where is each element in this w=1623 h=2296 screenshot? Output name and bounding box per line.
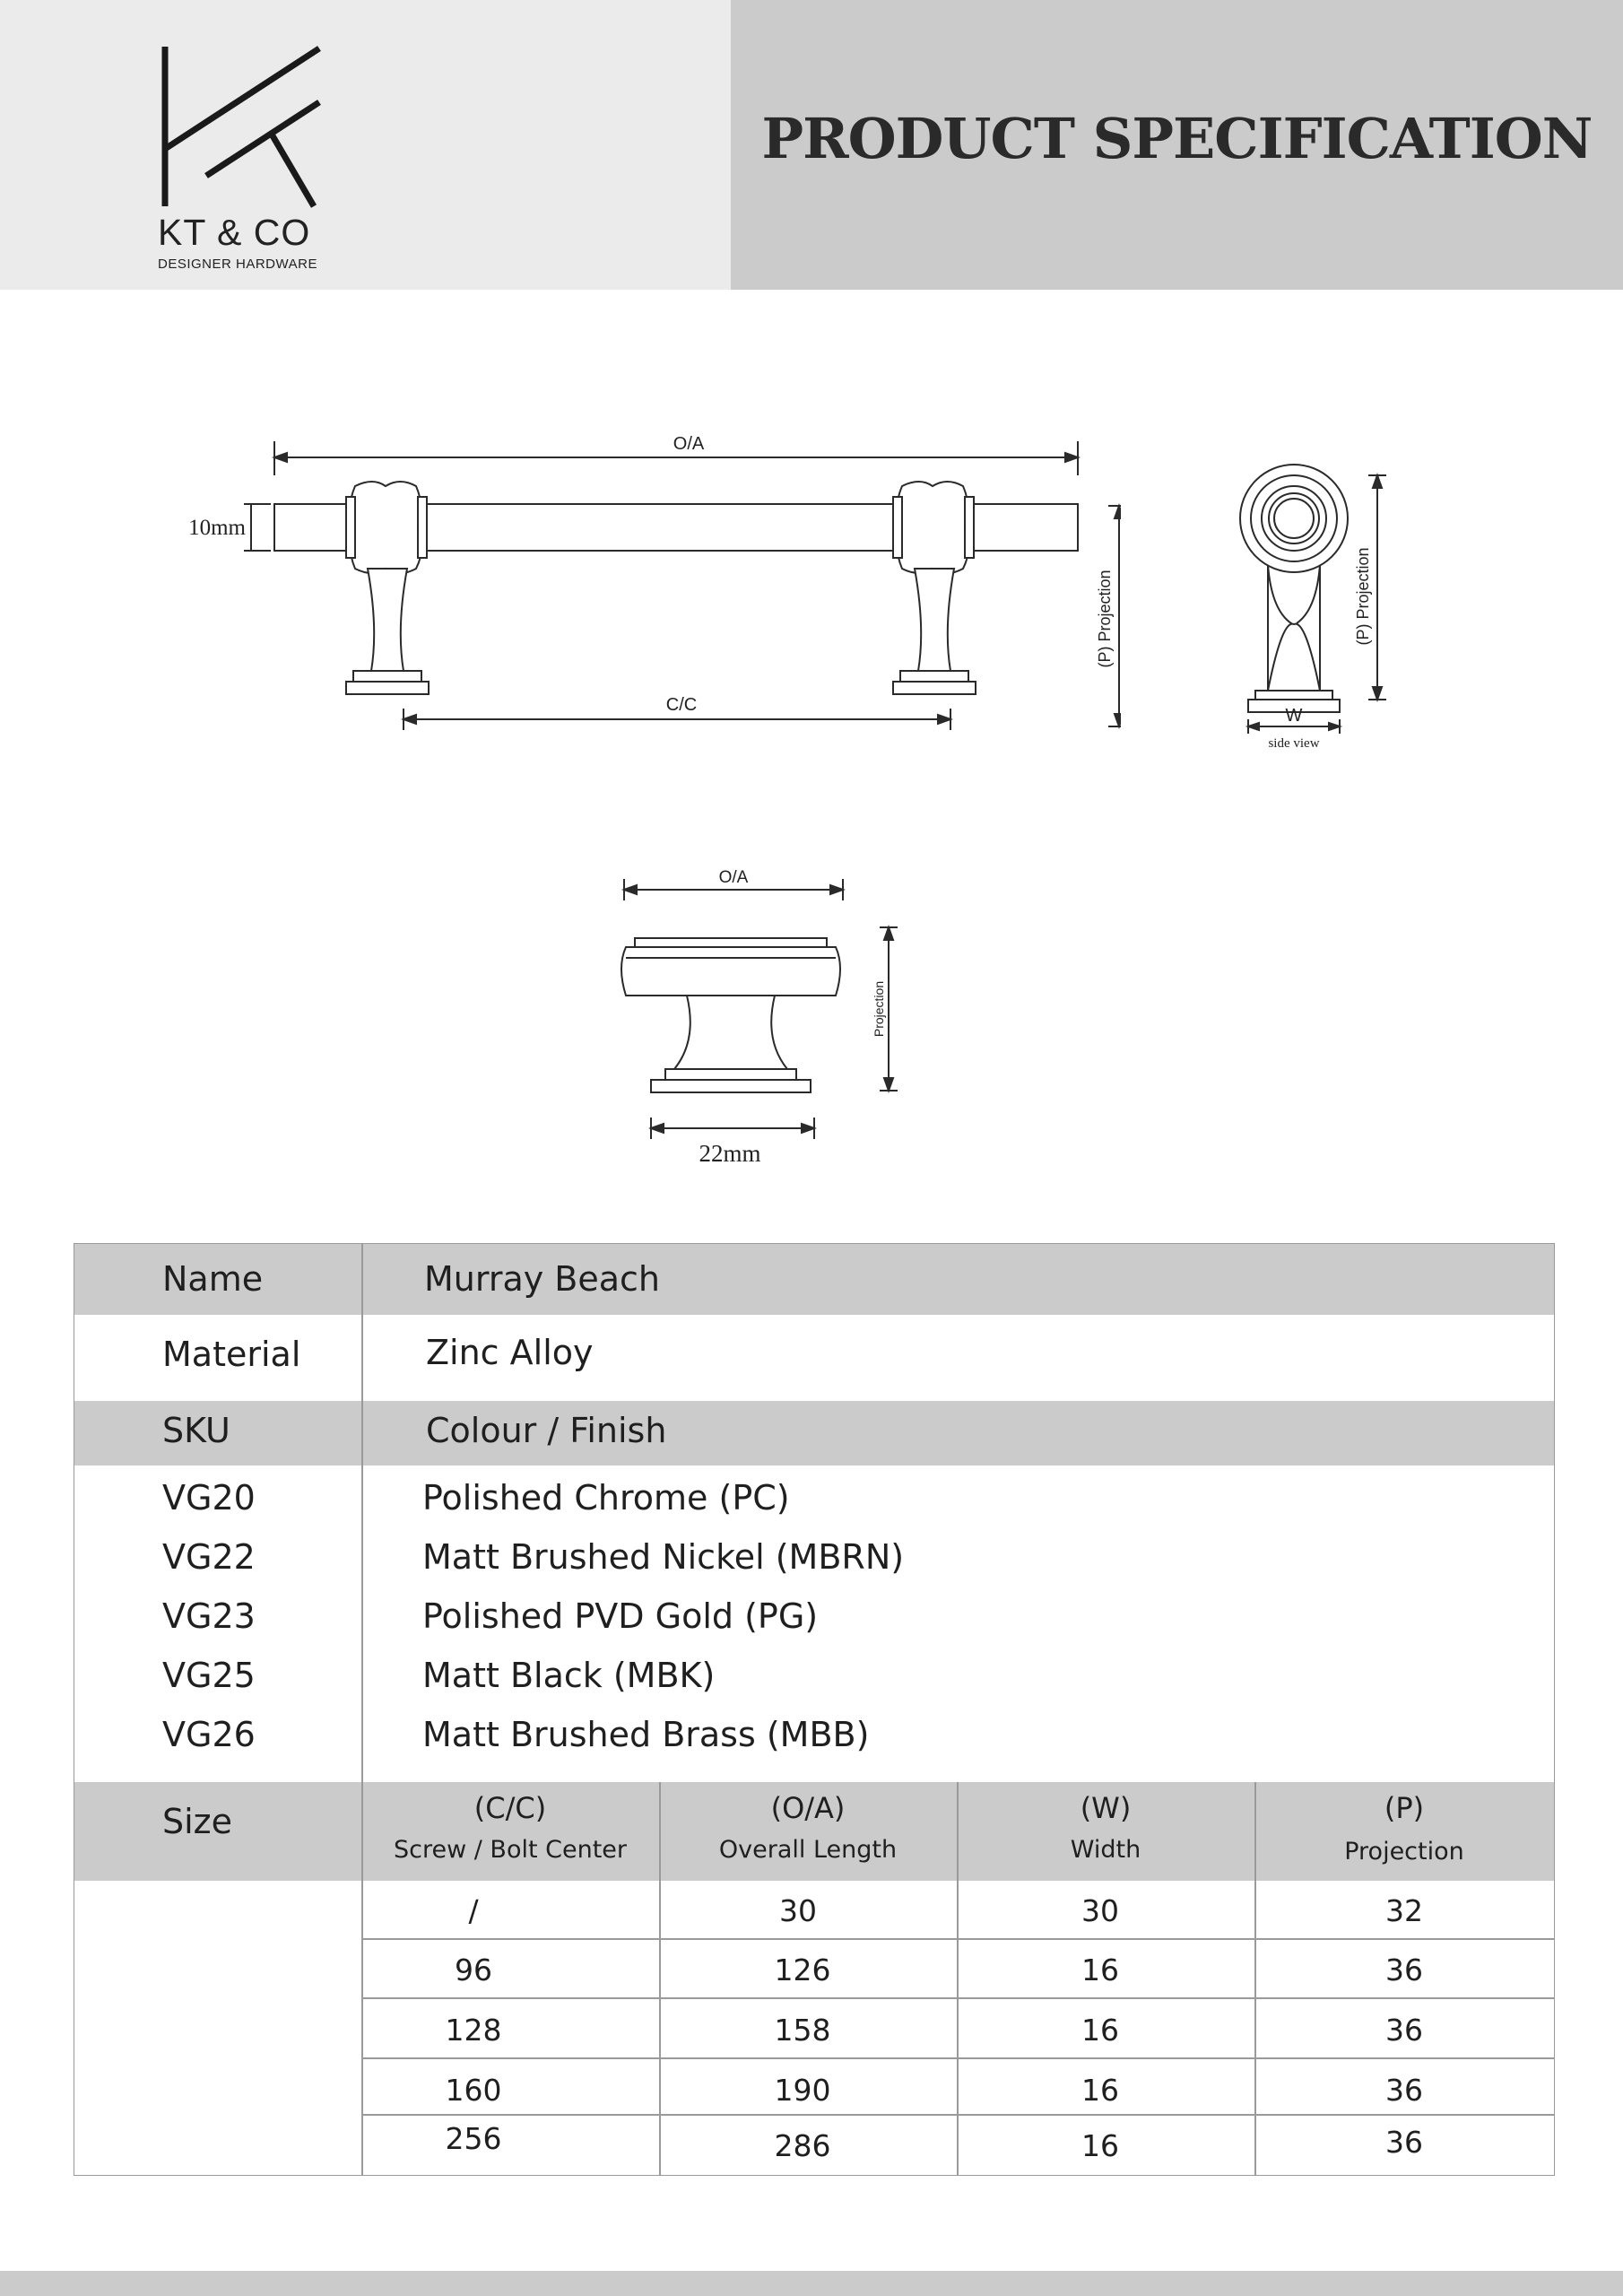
width-label: W <box>1285 706 1303 726</box>
col-label-oa: Overall Length <box>718 1836 898 1864</box>
side-projection-label: (P) Projection <box>1354 547 1372 646</box>
col-label-w: Width <box>1070 1836 1141 1864</box>
sku-code: VG25 <box>162 1656 256 1695</box>
oa-label: O/A <box>673 434 705 454</box>
col-code-oa: (O/A) <box>770 1791 846 1825</box>
col-code-cc: (C/C) <box>473 1791 547 1825</box>
size-cell: 30 <box>779 1893 817 1928</box>
cc-label: C/C <box>665 695 698 715</box>
finish-name: Polished PVD Gold (PG) <box>422 1596 819 1636</box>
finish-label: Colour / Finish <box>426 1411 667 1450</box>
sku-label: SKU <box>162 1411 230 1450</box>
size-cell: 16 <box>1081 2073 1119 2108</box>
size-cell: 30 <box>1081 1893 1119 1928</box>
side-view-caption: side view <box>1268 736 1320 751</box>
knob-projection-label: Projection <box>872 980 886 1038</box>
sku-code: VG26 <box>162 1715 256 1754</box>
sku-code: VG22 <box>162 1537 256 1577</box>
projection-label: (P) Projection <box>1096 570 1114 668</box>
size-label: Size <box>162 1802 233 1841</box>
size-cell: 96 <box>455 1952 492 1987</box>
col-code-p: (P) <box>1384 1791 1425 1825</box>
name-value: Murray Beach <box>424 1259 661 1299</box>
col-label-p: Projection <box>1344 1838 1464 1866</box>
name-row-band <box>74 1244 1554 1315</box>
sku-code: VG23 <box>162 1596 256 1636</box>
size-cell: 36 <box>1385 2125 1423 2160</box>
kt-logo-icon <box>152 43 332 213</box>
handle-front-drawing <box>161 422 1121 762</box>
material-value: Zinc Alloy <box>426 1333 594 1372</box>
size-cell: 36 <box>1385 1952 1423 1987</box>
sku-row-band <box>74 1401 1554 1465</box>
knob-base-label: 22mm <box>699 1140 761 1167</box>
size-cell: 190 <box>774 2073 831 2108</box>
size-cell: 160 <box>445 2073 502 2108</box>
finish-name: Polished Chrome (PC) <box>422 1478 790 1518</box>
size-cell: 286 <box>774 2128 831 2163</box>
page-title: PRODUCT SPECIFICATION <box>761 106 1593 171</box>
finish-name: Matt Brushed Brass (MBB) <box>422 1715 870 1754</box>
finish-name: Matt Brushed Nickel (MBRN) <box>422 1537 905 1577</box>
size-cell: 36 <box>1385 2013 1423 2048</box>
size-cell: 32 <box>1385 1893 1423 1928</box>
sku-code: VG20 <box>162 1478 256 1518</box>
size-cell: 256 <box>445 2121 502 2156</box>
footer-bar <box>0 2271 1623 2296</box>
size-cell: 158 <box>774 2013 831 2048</box>
thickness-label: 10mm <box>188 516 246 540</box>
header-title-panel <box>731 0 1623 290</box>
material-label: Material <box>162 1335 301 1374</box>
size-cell: 16 <box>1081 2013 1119 2048</box>
spec-table <box>74 1243 1555 2176</box>
knob-drawing <box>610 861 915 1170</box>
col-code-w: (W) <box>1080 1791 1132 1825</box>
size-cell: 36 <box>1385 2073 1423 2108</box>
size-cell: 16 <box>1081 1952 1119 1987</box>
name-label: Name <box>162 1259 264 1299</box>
size-cell: / <box>468 1893 479 1928</box>
header-brand-panel <box>0 0 731 290</box>
brand-tagline: DESIGNER HARDWARE <box>158 257 317 272</box>
col-label-cc: Screw / Bolt Center <box>393 1836 628 1864</box>
size-cell: 126 <box>774 1952 831 1987</box>
finish-name: Matt Black (MBK) <box>422 1656 716 1695</box>
brand-name: KT & CO <box>158 212 311 253</box>
handle-side-drawing <box>1228 457 1399 762</box>
knob-oa-label: O/A <box>718 868 749 887</box>
size-cell: 16 <box>1081 2128 1119 2163</box>
size-cell: 128 <box>445 2013 502 2048</box>
